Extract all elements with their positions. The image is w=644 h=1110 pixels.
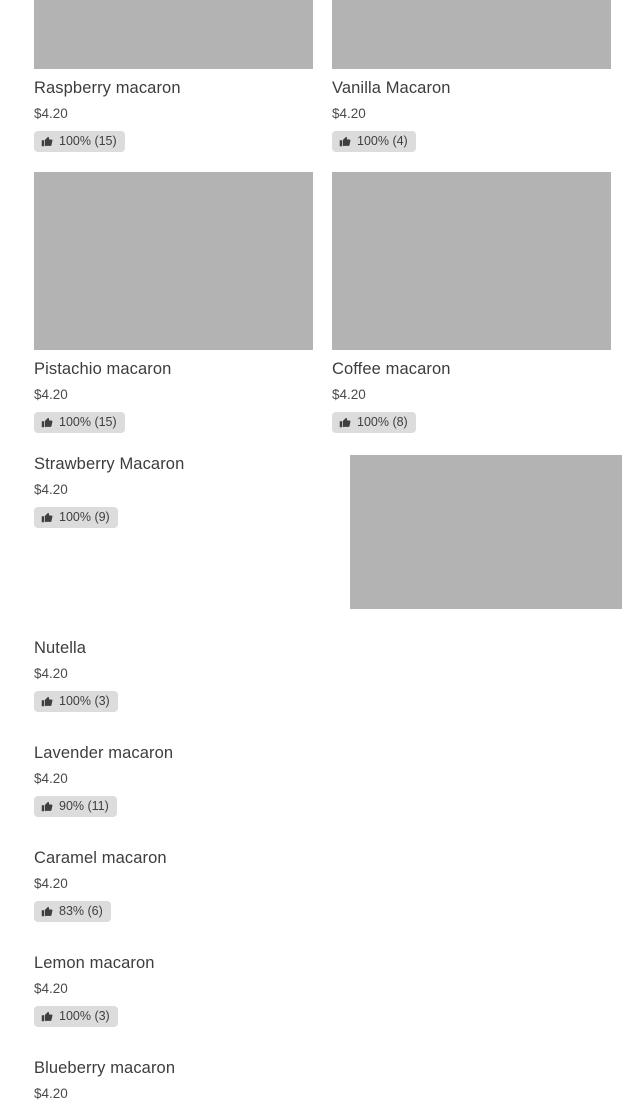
product-price: $4.20 [34, 666, 68, 681]
product-price: $4.20 [332, 387, 366, 402]
product-price: $4.20 [34, 387, 68, 402]
product-title[interactable]: Nutella [34, 639, 87, 657]
thumbs-up-icon [41, 695, 53, 707]
product-grid-row [0, 172, 644, 433]
product-price: $4.20 [34, 981, 68, 996]
product-title[interactable]: Lavender macaron [34, 744, 174, 762]
product-card-lemon-macaron[interactable] [0, 953, 644, 1027]
product-rating-text: 100% (15) [59, 415, 117, 429]
vanilla-macaron-image[interactable] [332, 0, 611, 69]
product-rating-badge [34, 901, 111, 922]
product-rating-text: 100% (8) [357, 415, 408, 429]
product-rating-badge [34, 412, 125, 433]
product-rating-badge [332, 131, 416, 152]
product-title[interactable]: Lemon macaron [34, 954, 155, 972]
product-card-blueberry-macaron[interactable] [0, 1058, 644, 1102]
product-title[interactable]: Strawberry Macaron [34, 455, 185, 473]
thumbs-up-icon [41, 511, 53, 523]
product-title[interactable]: Pistachio macaron [34, 360, 172, 378]
product-card-coffee-macaron[interactable] [322, 172, 644, 433]
raspberry-macaron-image[interactable] [34, 0, 313, 69]
product-grid [0, 0, 644, 433]
product-title[interactable]: Blueberry macaron [34, 1059, 176, 1077]
product-rating-text: 90% (11) [59, 799, 109, 813]
product-rating-text: 83% (6) [59, 904, 103, 918]
product-price: $4.20 [34, 106, 68, 121]
product-rating-text: 100% (9) [59, 510, 110, 524]
product-rating-text: 100% (4) [357, 134, 408, 148]
product-price: $4.20 [34, 876, 68, 891]
thumbs-up-icon [41, 800, 53, 812]
product-card-lavender-macaron[interactable] [0, 743, 644, 817]
product-rating-badge [34, 796, 117, 817]
product-card-caramel-macaron[interactable] [0, 848, 644, 922]
product-title[interactable]: Caramel macaron [34, 849, 167, 867]
thumbs-up-icon [41, 416, 53, 428]
product-title[interactable]: Coffee macaron [332, 360, 451, 378]
product-rating-badge [34, 1006, 118, 1027]
product-rating-badge [34, 691, 118, 712]
product-card-strawberry-macaron[interactable] [0, 454, 644, 528]
product-title[interactable]: Raspberry macaron [34, 79, 181, 97]
product-list [0, 454, 644, 1102]
thumbs-up-icon [41, 135, 53, 147]
thumbs-up-icon [339, 416, 351, 428]
product-card-pistachio-macaron[interactable] [0, 172, 322, 433]
product-card-nutella[interactable] [0, 638, 644, 712]
thumbs-up-icon [41, 905, 53, 917]
product-rating-text: 100% (3) [59, 694, 110, 708]
product-card-vanilla-macaron[interactable] [322, 0, 644, 152]
product-card-raspberry-macaron[interactable] [0, 0, 322, 152]
coffee-macaron-image[interactable] [332, 172, 611, 350]
product-price: $4.20 [34, 482, 68, 497]
product-rating-text: 100% (15) [59, 134, 117, 148]
thumbs-up-icon [339, 135, 351, 147]
product-grid-row [0, 0, 644, 152]
product-rating-badge [332, 412, 416, 433]
product-rating-text: 100% (3) [59, 1009, 110, 1023]
product-price: $4.20 [332, 106, 366, 121]
product-title[interactable]: Vanilla Macaron [332, 79, 451, 97]
product-price: $4.20 [34, 771, 68, 786]
pistachio-macaron-image[interactable] [34, 172, 313, 350]
product-rating-badge [34, 131, 125, 152]
product-price: $4.20 [34, 1086, 68, 1101]
product-rating-badge [34, 507, 118, 528]
thumbs-up-icon [41, 1010, 53, 1022]
